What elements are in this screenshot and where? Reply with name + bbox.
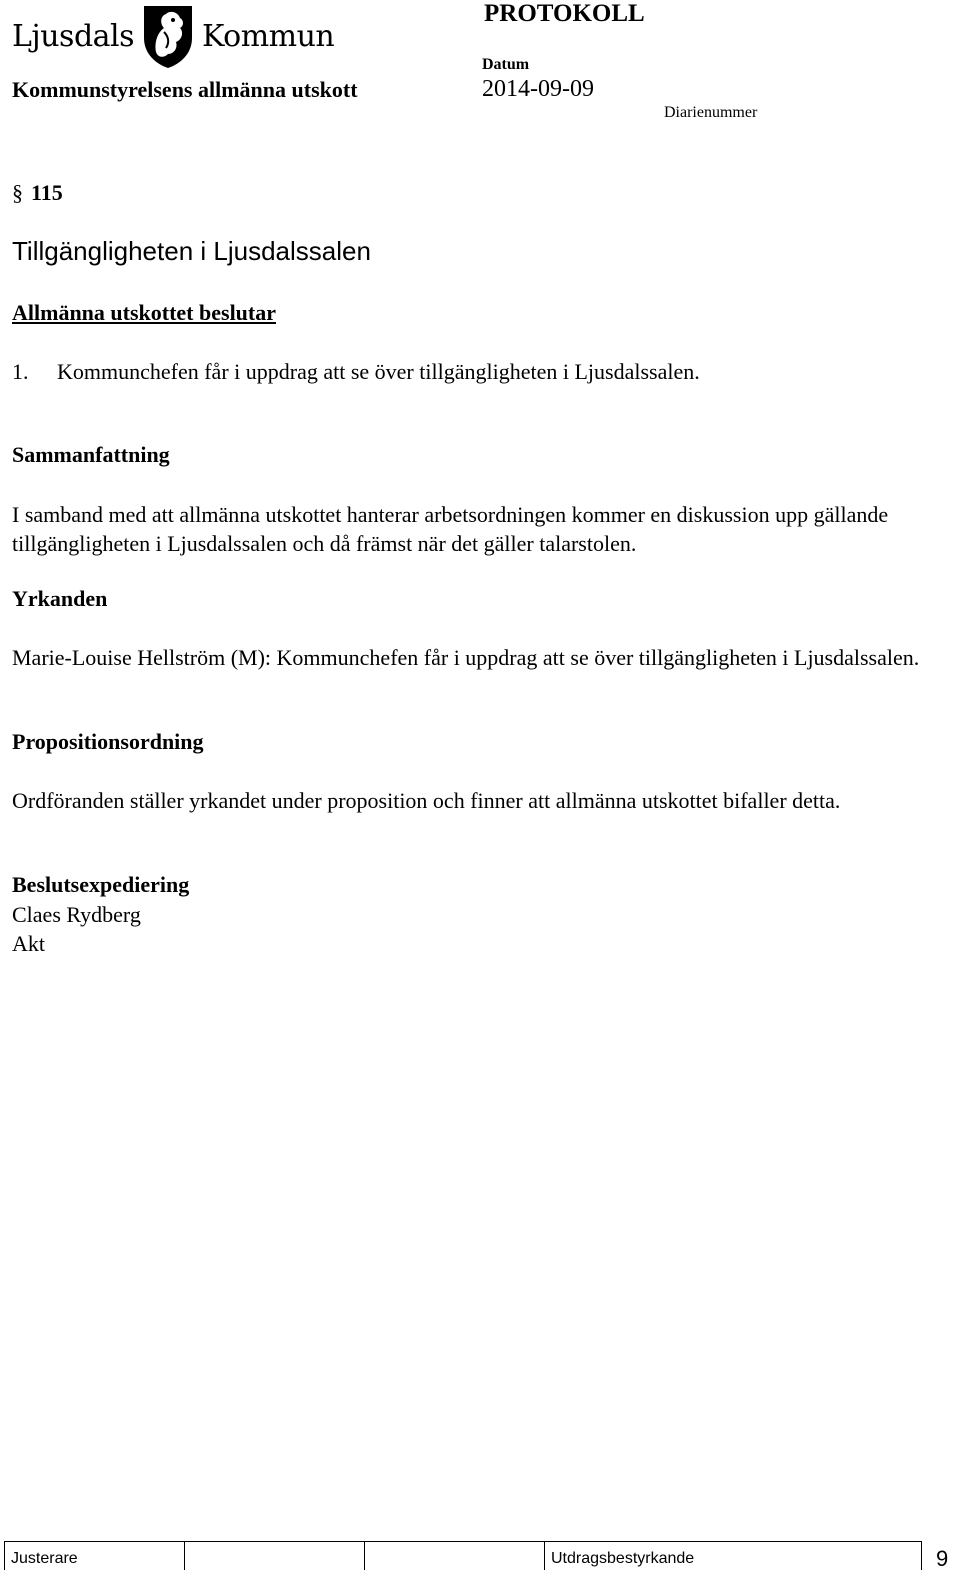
page-number: 9 <box>936 1546 949 1571</box>
claims-heading: Yrkanden <box>12 586 108 611</box>
date-value: 2014-09-09 <box>482 76 594 102</box>
signature-footer <box>4 1541 922 1570</box>
decision-item <box>12 357 700 386</box>
paragraph-number <box>12 180 63 206</box>
logo-text-left: Ljusdals <box>12 18 135 54</box>
proposition-text: Ordföranden ställer yrkandet under proposition och finner att allmänna utskottet bifaller detta. <box>12 788 841 813</box>
logo-text-right: Kommun <box>202 18 335 54</box>
date-label: Datum <box>482 56 530 73</box>
document-type: PROTOKOLL <box>484 0 645 27</box>
decision-heading: Allmänna utskottet beslutar <box>12 300 277 325</box>
justerare-label: Justerare <box>11 1550 78 1567</box>
proposition-heading: Propositionsordning <box>12 729 204 754</box>
expedition-recipient: Akt <box>12 931 45 956</box>
section-number: 115 <box>31 180 63 205</box>
justerare-cell <box>5 1542 185 1570</box>
signature-cell <box>365 1542 545 1570</box>
section-title: Tillgängligheten i Ljusdalssalen <box>12 236 371 266</box>
summary-heading: Sammanfattning <box>12 442 170 467</box>
expedition-recipient: Claes Rydberg <box>12 902 141 927</box>
utdrag-label: Utdragsbestyrkande <box>551 1550 695 1567</box>
coat-of-arms-icon <box>140 2 196 70</box>
decision-item-number: 1. <box>12 359 29 384</box>
section-symbol: § <box>12 180 23 205</box>
expedition-heading: Beslutsexpediering <box>12 872 190 897</box>
diarie-label: Diarienummer <box>664 104 758 121</box>
claims-text: Marie-Louise Hellström (M): Kommunchefen får i uppdrag att se över tillgängligheten i Ljusdalssalen. <box>12 645 920 670</box>
summary-text: I samband med att allmänna utskottet hanterar arbetsordningen kommer en diskussion upp gällande tillgängligheten i Ljusdalssalen och då främst när det gäller talarstolen. <box>12 502 889 556</box>
signature-cell <box>185 1542 365 1570</box>
committee-name: Kommunstyrelsens allmänna utskott <box>12 77 358 102</box>
utdrag-cell <box>545 1542 915 1570</box>
decision-item-text: Kommunchefen får i uppdrag att se över tillgängligheten i Ljusdalssalen. <box>57 359 700 384</box>
municipality-logo <box>12 0 334 72</box>
